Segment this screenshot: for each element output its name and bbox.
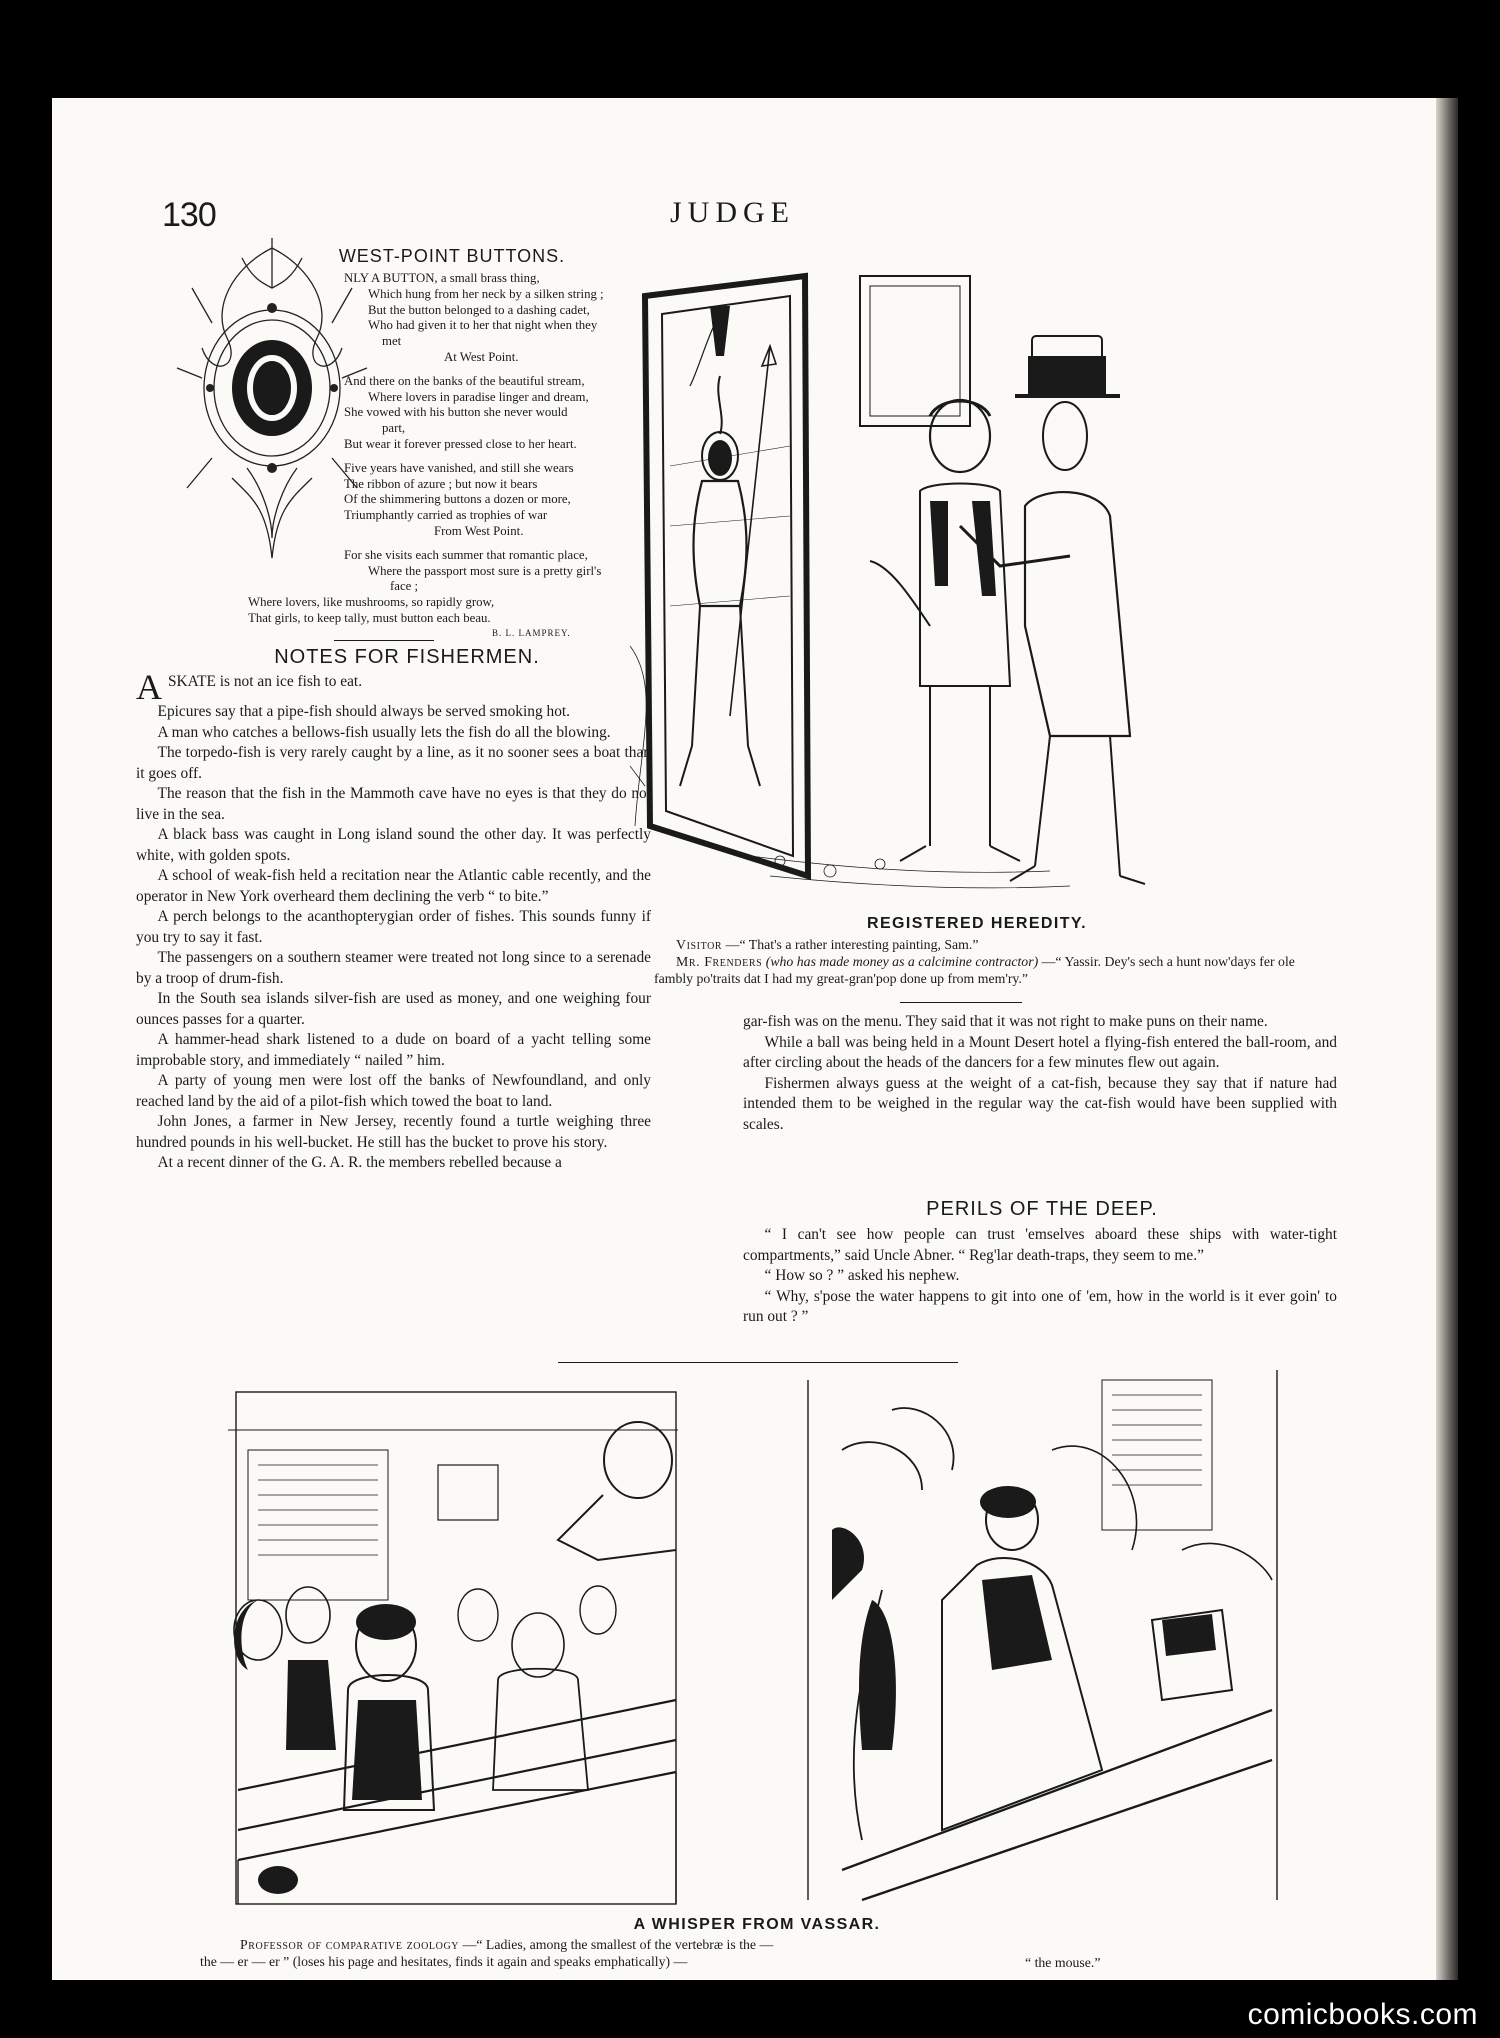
caption-speaker: Visitor [676,937,723,952]
notes-paragraph: In the South sea islands silver-fish are used as money, and one weighing four ounces passes for a quarter. [136,990,651,1028]
watermark: comicbooks.com [1247,1998,1478,2031]
notes-paragraph: A hammer-head shark listened to a dude on board of a yacht telling some improbable story, and immediately “ nailed ” him. [136,1031,651,1069]
notes-title: NOTES FOR FISHERMEN. [274,646,540,668]
notes-paragraph: John Jones, a farmer in New Jersey, recently found a turtle weighing three hundred pounds in his well-bucket. He still has the bucket to prove his story. [136,1113,651,1151]
poem-line: But wear it forever pressed close to her heart. [344,436,577,451]
poem-line: Where the passport most sure is a pretty girl's [368,563,602,578]
vassar-caption-left [200,1936,776,1970]
poem-line: part, [382,421,406,436]
poem-line: Who had given it to her that night when they [368,318,598,333]
poem-line: And there on the banks of the beautiful stream, [344,373,585,388]
poem-line: From West Point. [434,523,524,538]
poem-line: NLY A BUTTON, a small brass thing, [344,271,540,285]
poem-line: But the button belonged to a dashing cadet, [368,302,590,317]
poem-line: met [382,334,402,349]
caption-line: —“ Ladies, among the smallest of the vertebræ is the — the — er — er ” (loses his page and hesitates, finds it again and speaks emphatically) — [200,1937,774,1969]
notes-paragraph: A black bass was caught in Long island sound the other day. It was perfectly white, with golden spots. [136,826,651,864]
perils-paragraph: “ I can't see how people can trust 'emselves aboard these ships with water-tight compartments,” said Uncle Abner. “ Reg'lar death-traps, they seem to me.” [743,1226,1337,1264]
perils-column [743,1225,1337,1328]
notes-paragraph: The reason that the fish in the Mammoth cave have no eyes is that they do not live in the sea. [136,785,651,823]
caption-aside: (who has made money as a calcimine contractor) [765,954,1039,969]
poem-line: Where lovers, like mushrooms, so rapidly grow, [248,595,495,609]
page-number: 130 [162,196,216,234]
poem-line: That girls, to keep tally, must button each beau. [248,610,491,625]
notes-paragraph: A perch belongs to the acanthopterygian order of fishes. This sounds funny if you try to say it fast. [136,908,651,946]
poem-line: At West Point. [444,349,519,364]
notes-paragraph: While a ball was being held in a Mount Desert hotel a flying-fish entered the ball-room, and after circling about the heads of the dancers for a few minutes flew out again. [743,1033,1337,1071]
magazine-page [52,98,1458,1980]
notes-paragraph: The passengers on a southern steamer were treated not long since to a serenade by a troop of drum-fish. [136,949,651,987]
heredity-caption [654,936,1332,987]
vassar-classroom-panel-left [198,1390,728,1910]
drop-cap: A [136,667,162,707]
poem-line: For she visits each summer that romantic place, [344,547,588,562]
divider [558,1362,958,1363]
caption-line: —“ That's a rather interesting painting, Sam.” [725,937,979,952]
page-gutter [1436,98,1458,1980]
notes-paragraph: A party of young men were lost off the banks of Newfoundland, and only reached land by the aid of a pilot-fish which towed the boat to land. [136,1072,651,1110]
notes-first-line: SKATE is not an ice fish to eat. [168,673,363,690]
perils-paragraph: “ Why, s'pose the water happens to git into one of 'em, how in the world is it ever goin' to run out ? ” [743,1287,1337,1325]
notes-paragraph: Fishermen always guess at the weight of a cat-fish, because they say that if nature had intended them to be weighed in the regular way the cat-fish would have been supplied with scales. [743,1074,1337,1133]
vassar-caption-title: A WHISPER FROM VASSAR. [633,1916,881,1933]
vassar-caption-right: “ the mouse.” [1025,1955,1101,1970]
divider [900,1002,1022,1003]
poem-line: Where lovers in paradise linger and dream, [368,389,589,404]
notes-paragraph: At a recent dinner of the G. A. R. the members rebelled because a [157,1154,562,1171]
notes-paragraph: A man who catches a bellows-fish usually lets the fish do all the blowing. [157,723,611,741]
poem-line: Of the shimmering buttons a dozen or more, [344,492,571,507]
registered-heredity-illustration [630,266,1338,908]
notes-column-left [136,667,651,1174]
notes-paragraph: gar-fish was on the menu. They said that it was not right to make puns on their name. [743,1013,1268,1030]
notes-paragraph: Epicures say that a pipe-fish should always be served smoking hot. [157,703,571,720]
poem-line: The ribbon of azure ; but now it bears [344,476,538,491]
poem-title: WEST-POINT BUTTONS. [338,246,566,266]
heredity-caption-title: REGISTERED HEREDITY. [866,915,1088,932]
perils-paragraph: “ How so ? ” asked his nephew. [764,1267,960,1284]
poem-line: Five years have vanished, and still she wears [344,460,574,475]
poem-line: Which hung from her neck by a silken string ; [368,286,604,301]
caption-speaker: Professor of comparative zoology [240,1937,460,1952]
poem-author: B. L. LAMPREY. [492,628,571,638]
caption-line: —“ Yassir. Dey's sech a hunt now'days fer ole fambly po'traits dat I had my great-gran'pop done up from mem'ry.” [654,954,1295,986]
ornamental-initial-o-icon [172,228,372,568]
vassar-classroom-panel-right [802,1370,1292,1912]
poem-body-end [248,595,648,627]
masthead: JUDGE [670,196,795,229]
notes-column-right [743,1012,1337,1135]
notes-paragraph: The torpedo-fish is very rarely caught by a line, as it no sooner sees a boat than it goes off. [136,744,651,782]
poem-line: Triumphantly carried as trophies of war [344,508,548,523]
caption-speaker: Mr. Frenders [676,954,763,969]
poem-body [344,271,634,595]
perils-title: PERILS OF THE DEEP. [926,1198,1158,1220]
divider [334,640,434,641]
notes-paragraph: A school of weak-fish held a recitation near the Atlantic cable recently, and the operator in New York overheard them declining the verb “ to bite.” [136,867,651,905]
poem-line: She vowed with his button she never would [344,405,568,420]
poem-line: face ; [390,579,419,594]
